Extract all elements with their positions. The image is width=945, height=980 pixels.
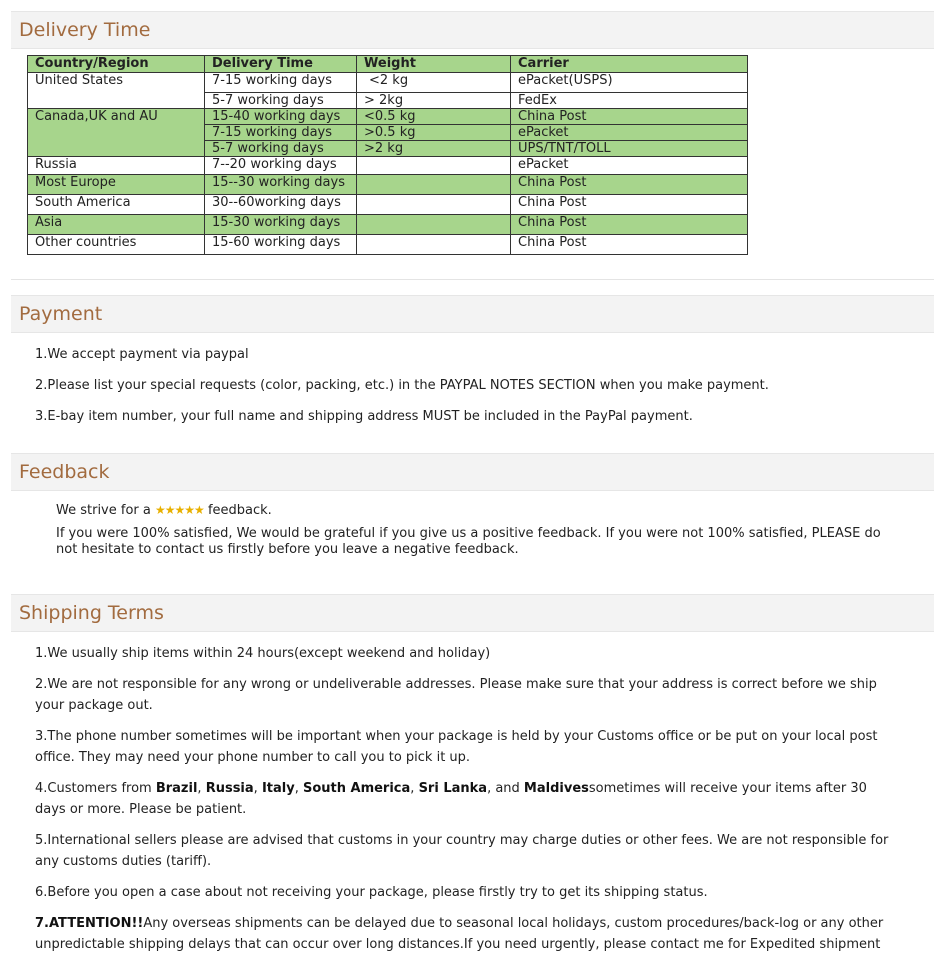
table-row xyxy=(28,73,748,93)
payment-item-3: 3.E-bay item number, your full name and shipping address MUST be included in the PayPal payment. xyxy=(35,409,693,424)
table-row xyxy=(28,215,748,235)
shipping-term-4-line2: days or more. Please be patient. xyxy=(35,802,247,817)
table-row xyxy=(28,109,748,125)
carrier-cell: FedEx xyxy=(511,93,748,109)
region-cell: Other countries xyxy=(28,235,205,255)
feedback-header xyxy=(11,453,934,491)
country-maldives: Maldives xyxy=(523,781,589,796)
col-header-region: Country/Region xyxy=(28,56,205,73)
carrier-cell: China Post xyxy=(511,195,748,215)
country-russia: Russia xyxy=(205,781,254,796)
shipping-term-4-line1: 4.Customers from Brazil, Russia, Italy, South America, Sri Lanka, and Maldivessometimes will receive your items after 30 xyxy=(35,781,867,796)
t4-and: , and xyxy=(487,781,524,796)
feedback-strive xyxy=(56,500,272,521)
weight-cell xyxy=(357,157,511,175)
region-cell: United States xyxy=(28,73,205,109)
carrier-cell: ePacket xyxy=(511,157,748,175)
region-cell: Asia xyxy=(28,215,205,235)
country-italy: Italy xyxy=(261,781,295,796)
region-cell: Most Europe xyxy=(28,175,205,195)
delivery-time-title: Delivery Time xyxy=(19,19,151,41)
table-row xyxy=(28,195,748,215)
shipping-term-7-line2: unpredictable shipping delays that can occur over long distances.If you need urgently, please contact me for Expedited shipment xyxy=(35,937,881,952)
delivery-time-header xyxy=(11,11,934,49)
carrier-cell: China Post xyxy=(511,109,748,125)
time-cell: 7--20 working days xyxy=(205,157,357,175)
payment-item-1: 1.We accept payment via paypal xyxy=(35,347,249,362)
weight-cell: <2 kg xyxy=(357,73,511,93)
shipping-term-3-line2: office. They may need your phone number to call you to pick it up. xyxy=(35,750,471,765)
payment-title: Payment xyxy=(19,303,103,325)
section-divider xyxy=(11,279,934,280)
feedback-title: Feedback xyxy=(19,461,110,483)
shipping-term-3-line1: 3.The phone number sometimes will be important when your package is held by your Customs office or be put on your local post xyxy=(35,729,878,744)
region-cell: Russia xyxy=(28,157,205,175)
weight-cell: >2 kg xyxy=(357,141,511,157)
payment-item-2: 2.Please list your special requests (color, packing, etc.) in the PAYPAL NOTES SECTION when you make payment. xyxy=(35,378,769,393)
weight-cell xyxy=(357,195,511,215)
t4-rest: sometimes will receive your items after 30 xyxy=(588,781,867,796)
t7-text: Any overseas shipments can be delayed due to seasonal local holidays, custom procedures/back-log or any other xyxy=(143,916,884,931)
weight-cell xyxy=(357,215,511,235)
time-cell: 30--60working days xyxy=(205,195,357,215)
time-cell: 5-7 working days xyxy=(205,141,357,157)
carrier-cell: China Post xyxy=(511,175,748,195)
shipping-term-7-line1 xyxy=(35,913,883,934)
time-cell: 7-15 working days xyxy=(205,125,357,141)
time-cell: 15-40 working days xyxy=(205,109,357,125)
five-star-rating-icon: ★★★★★ xyxy=(155,503,204,517)
table-header-row xyxy=(28,56,748,73)
shipping-term-5-line1: 5.International sellers please are advised that customs in your country may charge duties or other fees. We are not responsible for xyxy=(35,833,889,848)
col-header-time: Delivery Time xyxy=(205,56,357,73)
feedback-para-line1: If you were 100% satisfied, We would be grateful if you give us a positive feedback. If you were not 100% satisfied, PLEASE do xyxy=(56,526,881,541)
carrier-cell: UPS/TNT/TOLL xyxy=(511,141,748,157)
region-cell: South America xyxy=(28,195,205,215)
carrier-cell: ePacket(USPS) xyxy=(511,73,748,93)
shipping-term-2-line1: 2.We are not responsible for any wrong or undeliverable addresses. Please make sure that your address is correct before we ship xyxy=(35,677,877,692)
strive-after: feedback. xyxy=(207,503,272,518)
shipping-term-2-line2: your package out. xyxy=(35,698,153,713)
table-row xyxy=(28,157,748,175)
shipping-term-5-line2: any customs duties (tariff). xyxy=(35,854,212,869)
time-cell: 15--30 working days xyxy=(205,175,357,195)
payment-header xyxy=(11,295,934,333)
weight-cell: > 2kg xyxy=(357,93,511,109)
time-cell: 15-60 working days xyxy=(205,235,357,255)
attention-label: 7.ATTENTION!! xyxy=(35,916,144,931)
region-cell: Canada,UK and AU xyxy=(28,109,205,157)
time-cell: 7-15 working days xyxy=(205,73,357,93)
carrier-cell: China Post xyxy=(511,235,748,255)
weight-cell xyxy=(357,235,511,255)
col-header-weight: Weight xyxy=(357,56,511,73)
col-header-carrier: Carrier xyxy=(511,56,748,73)
strive-before: We strive for a xyxy=(56,503,151,518)
country-sri-lanka: Sri Lanka xyxy=(418,781,488,796)
time-cell: 15-30 working days xyxy=(205,215,357,235)
carrier-cell: China Post xyxy=(511,215,748,235)
carrier-cell: ePacket xyxy=(511,125,748,141)
shipping-term-6: 6.Before you open a case about not receiving your package, please firstly try to get its shipping status. xyxy=(35,885,708,900)
region-south-america: South America xyxy=(302,781,411,796)
shipping-term-1: 1.We usually ship items within 24 hours(except weekend and holiday) xyxy=(35,646,491,661)
weight-cell: >0.5 kg xyxy=(357,125,511,141)
feedback-para-line2: not hesitate to contact us firstly before you leave a negative feedback. xyxy=(56,542,519,557)
weight-cell xyxy=(357,175,511,195)
country-brazil: Brazil xyxy=(155,781,198,796)
time-cell: 5-7 working days xyxy=(205,93,357,109)
shipping-terms-header xyxy=(11,594,934,632)
table-row xyxy=(28,235,748,255)
table-row xyxy=(28,175,748,195)
t4-prefix: 4.Customers from xyxy=(35,781,156,796)
shipping-terms-title: Shipping Terms xyxy=(19,602,164,624)
delivery-table xyxy=(27,55,748,255)
weight-cell: <0.5 kg xyxy=(357,109,511,125)
